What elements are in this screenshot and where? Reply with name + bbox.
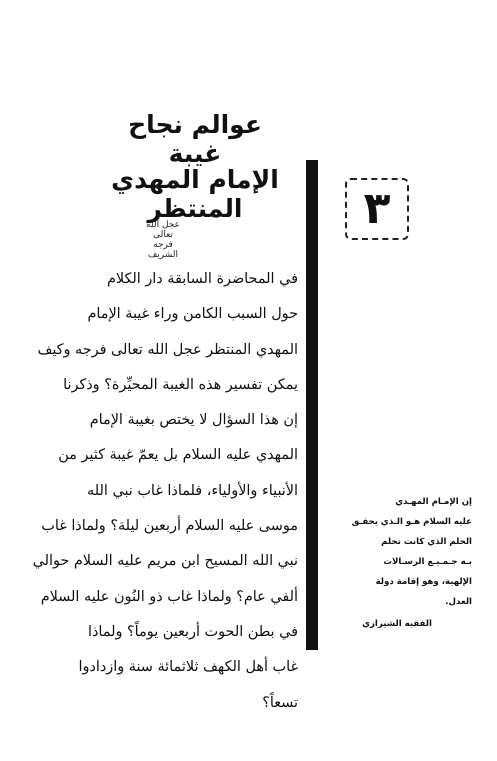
calligraphy-line-2: فرجه الشريف — [147, 240, 179, 260]
quote-author: الفقيه الشيرازي — [362, 619, 432, 629]
quote-line: الإلهية، وهو إقامة دولة — [375, 577, 472, 587]
body-line: تسعاً؟ — [262, 694, 298, 711]
body-line: يمكن تفسير هذه الغيبة المحيِّرة؟ وذكرنا — [63, 376, 298, 393]
chapter-number: ٣ — [363, 183, 391, 234]
vertical-divider-bar — [306, 160, 318, 650]
body-line: الأنبياء والأولياء، فلماذا غاب نبي الله — [87, 482, 298, 499]
body-line: ألفي عام؟ ولماذا غاب ذو النُون عليه السلام — [40, 588, 298, 605]
body-paragraph — [16, 262, 298, 721]
body-line: في بطن الحوت أربعين يوماً؟ ولماذا — [88, 623, 298, 640]
body-line: في المحاضرة السابقة دار الكلام — [106, 271, 298, 287]
body-line: المهدي عليه السلام بل يعمّ غيبة كثير من — [58, 447, 298, 464]
body-line: غاب أهل الكهف ثلاثمائة سنة وازدادوا — [78, 659, 298, 676]
side-quote — [322, 492, 472, 634]
quote-line: العدل. — [445, 597, 472, 607]
quote-line: عليه السلام هـو الـذي يحقـق — [351, 517, 472, 527]
body-line: حول السبب الكامن وراء غيبة الإمام — [87, 306, 298, 323]
body-line: نبي الله المسيح ابن مريم عليه السلام حوالي — [32, 553, 298, 570]
body-line: المهدي المنتظر عجل الله تعالى فرجه وكيف — [37, 341, 298, 358]
chapter-number-box — [345, 178, 409, 240]
chapter-title-line-2: الإمام المهدي المنتظر — [111, 165, 279, 223]
chapter-title-line-1: عوالم نجاح غيبة — [128, 110, 262, 168]
quote-line: بـه جـمـيـع الرسـالات — [383, 557, 472, 567]
calligraphy-honorific — [138, 222, 188, 260]
quote-line: الحلم الذي كانت تحلم — [381, 537, 472, 547]
quote-line: إن الإمـام المهـدي — [395, 497, 472, 507]
body-line: إن هذا السؤال لا يختص بغيبة الإمام — [89, 412, 298, 429]
body-line: موسى عليه السلام أربعين ليلة؟ ولماذا غاب — [41, 518, 298, 535]
calligraphy-line-1: عجل الله تعالى — [146, 220, 180, 241]
